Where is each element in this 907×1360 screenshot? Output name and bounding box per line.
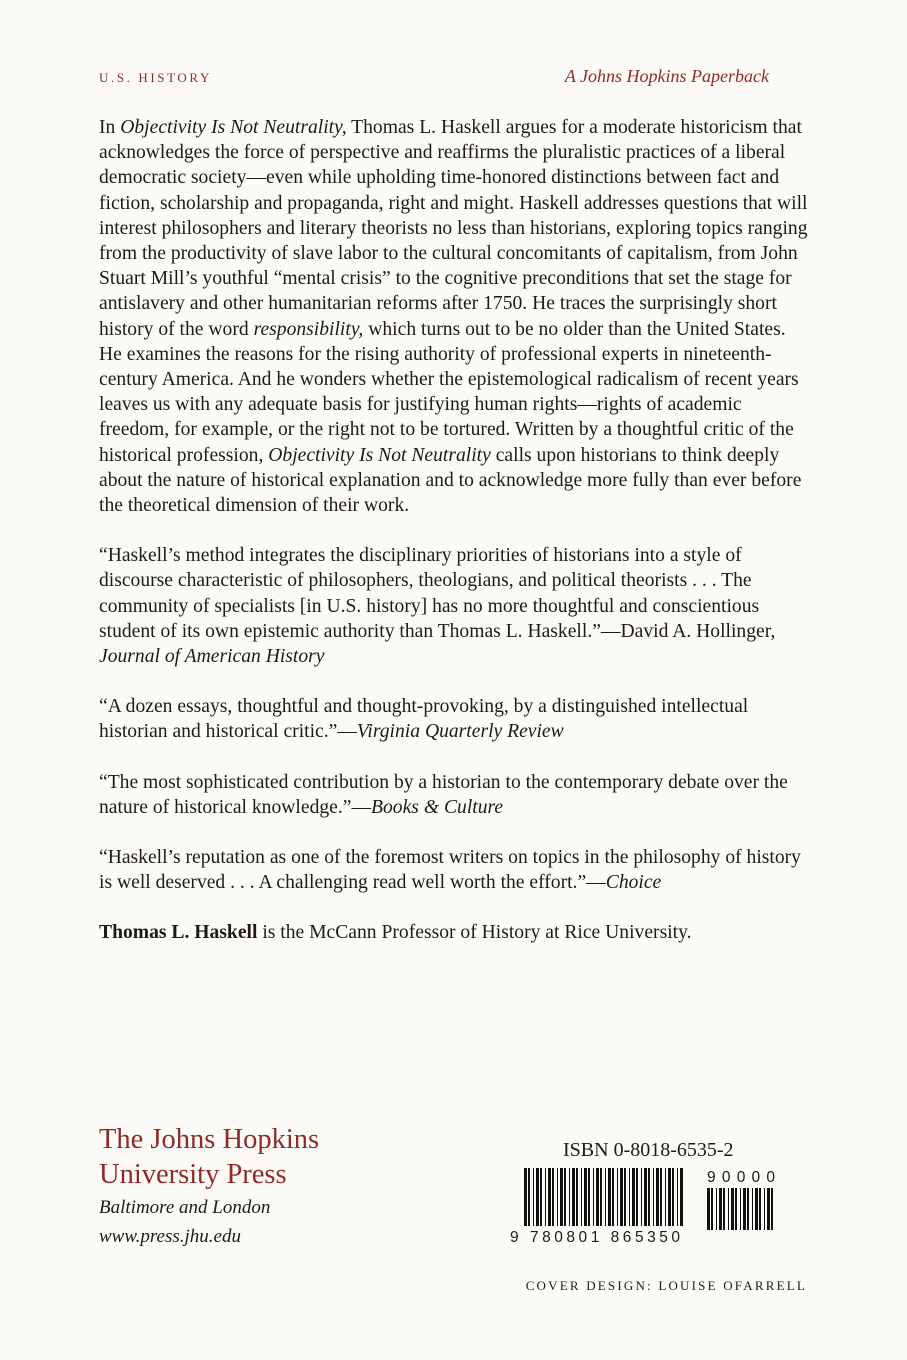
- barcode-addon-bars: [707, 1188, 773, 1230]
- review-quote: “The most sophisticated contribution by a historian to the contemporary debate over the nature of historical knowledge.”—Books & Culture: [99, 771, 788, 818]
- back-cover-text: [99, 115, 811, 946]
- author-name: Thomas L. Haskell: [99, 922, 258, 944]
- review-quote: “Haskell’s reputation as one of the foremost writers on topics in the philosophy of history is well deserved . . . A challenging read well worth the effort.”—Choice: [99, 847, 801, 894]
- author-bio: Thomas L. Haskell is the McCann Professor of History at Rice University.: [99, 922, 692, 944]
- quote-source: Books & Culture: [371, 796, 504, 818]
- quote-source: Virginia Quarterly Review: [356, 721, 564, 743]
- publisher-name-line1: The Johns Hopkins: [99, 1124, 320, 1155]
- publisher-block: [99, 1122, 319, 1250]
- isbn-number: ISBN 0-8018-6535-2: [563, 1139, 734, 1161]
- book-title: Objectivity Is Not Neutrality: [268, 444, 491, 466]
- series-label: A Johns Hopkins Paperback: [564, 66, 769, 86]
- publisher-url: www.press.jhu.edu: [99, 1226, 241, 1247]
- publisher-name-line2: University Press: [99, 1159, 287, 1190]
- publisher-location: Baltimore and London: [99, 1197, 271, 1218]
- category-label: U.S. HISTORY: [99, 70, 212, 85]
- review-quote: “A dozen essays, thoughtful and thought-provoking, by a distinguished intellectual historian and historical critic.”—Virginia Quarterly Review: [99, 696, 749, 743]
- barcode-addon-digits: 90000: [707, 1169, 775, 1186]
- quote-source: Choice: [605, 872, 662, 894]
- barcode-icon: [510, 1166, 780, 1246]
- quote-source: Journal of American History: [99, 646, 325, 668]
- review-quote: “Haskell’s method integrates the disciplinary priorities of historians into a style of discourse characteristic of philosophers, theologians, and political theorists . . . The community of specialists [in U.S. history] has no more thoughtful and conscientious student of its own epistemic authority than Thomas L. Haskell.”—David A. Hollinger, Journal of American History: [99, 545, 776, 668]
- book-description: In Objectivity Is Not Neutrality, Thomas L. Haskell argues for a moderate historicism that acknowledges the force of perspective and reaffirms the pluralistic practices of a liberal democratic society—even while upholding time-honored distinctions between fact and fiction, scholarship and propaganda, right and might. Haskell addresses questions that will interest philosophers and literary theorists no less than historians, exploring topics ranging from the productivity of slave labor to the cultural concomitants of capitalism, from John Stuart Mill’s youthful “mental crisis” to the cognitive preconditions that set the stage for antislavery and other humanitarian reforms after 1750. He traces the surprisingly short history of the word responsibility, which turns out to be no older than the United States. He examines the reasons for the rising authority of professional experts in nineteenth-century America. And he wonders whether the epistemological radicalism of recent years leaves us with any adequate basis for justifying human rights—rights of academic freedom, for example, or the right not to be tortured. Written by a thoughtful critic of the historical profession, Objectivity Is Not Neutrality calls upon historians to think deeply about the nature of historical explanation and to acknowledge more fully than ever before the theoretical dimension of their work.: [99, 117, 808, 517]
- book-title: Objectivity Is Not Neutrality,: [120, 117, 347, 138]
- barcode-ean-digits: 9 780801 865350: [510, 1229, 680, 1246]
- italic-word: responsibility,: [253, 318, 364, 340]
- cover-design-credit: COVER DESIGN: LOUISE OFARRELL: [525, 1278, 807, 1293]
- barcode-bars: [524, 1168, 683, 1226]
